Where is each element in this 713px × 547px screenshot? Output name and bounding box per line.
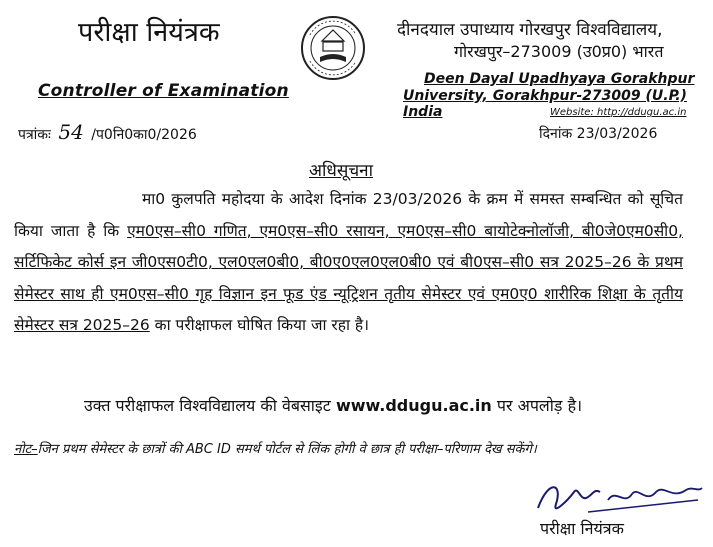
note-label: नोट– <box>14 442 38 457</box>
website-link[interactable]: Website: http://ddugu.ac.in <box>550 107 687 118</box>
notice-end: का परीक्षाफल घोषित किया जा रहा है। <box>149 316 370 335</box>
reference-number <box>18 120 197 144</box>
upload-line <box>84 394 582 416</box>
reference-suffix: /प0नि0का0/2026 <box>91 127 197 143</box>
university-address-hindi: गोरखपुर–273009 (उ0प्र0) भारत <box>454 42 664 61</box>
controller-title-english: Controller of Examination <box>38 81 289 101</box>
university-address-english: University, Gorakhpur-273009 (U.P.) India <box>403 88 687 120</box>
upload-prefix: उक्त परीक्षाफल विश्वविद्यालय की वेबसाइट <box>84 396 336 415</box>
signature-label: परीक्षा नियंत्रक <box>540 519 624 538</box>
notice-intro: मा0 कुलपति महोदया के आदेश दिनांक 23/03/2026 के क्रम में समस्त सम्बन्धित को सूचित किया जाता है कि <box>14 190 683 240</box>
controller-title-hindi: परीक्षा नियंत्रक <box>78 17 220 48</box>
university-name-english: Deen Dayal Upadhyaya Gorakhpur <box>424 71 695 87</box>
university-name-hindi: दीनदयाल उपाध्याय गोरखपुर विश्वविद्यालय, <box>397 20 663 40</box>
note <box>14 440 689 459</box>
reference-handwritten-number: 54 <box>58 120 84 144</box>
notice-title: अधिसूचना <box>309 161 373 181</box>
notice-courses: एम0एस–सी0 गणित, एम0एस–सी0 रसायन, एम0एस–सी0 बायोटेक्नोलॉजी, बी0जे0एम0सी0, सर्टिफिकेट कोर्स इन जी0एस0टी0, एल0एल0बी0, बी0ए0एल0एल0बी0 एवं बी0एस–सी0 सत्र 2025–26 के प्रथम सेमेस्टर साथ ही एम0एस–सी0 गृह विज्ञान इन फूड एंड न्यूट्रिशन तृतीय सेमेस्टर एवं एम0ए0 शारीरिक शिक्षा के तृतीय सेमेस्टर सत्र 2025–26 <box>14 221 683 335</box>
upload-website-link[interactable]: www.ddugu.ac.in <box>335 396 492 415</box>
notice-body <box>14 184 683 342</box>
upload-suffix: पर अपलोड़ है। <box>491 396 583 415</box>
reference-label: पत्रांकः <box>18 127 51 143</box>
note-text: जिन प्रथम सेमेस्टर के छात्रों की ABC ID समर्थ पोर्टल से लिंक होगी वे छात्र ही परीक्षा–परिणाम देख सकेंगे। <box>37 442 537 457</box>
notice-date: दिनांक 23/03/2026 <box>539 126 658 142</box>
university-seal-icon <box>300 15 366 81</box>
